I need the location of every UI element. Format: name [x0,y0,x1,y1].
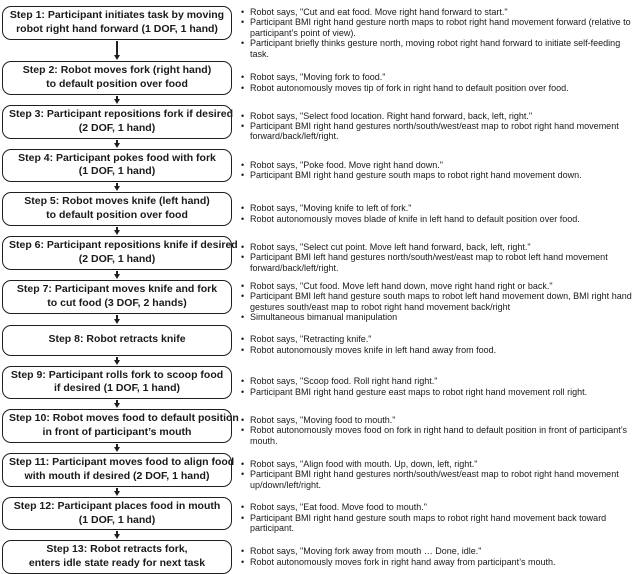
step-box-line: Step 11: Participant moves food to align food [9,455,235,468]
note-item: • Participant BMI left hand gesture south maps to robot left hand movement down, BMI right hand gestures south/east map to robot right hand movement back/right [239,291,638,312]
step-row [2,105,638,149]
step-row [2,409,638,453]
step-box-line: Step 13: Robot retracts fork, [46,543,188,556]
step-box [2,366,232,400]
note-item: • Robot says, "Eat food. Move food to mouth." [239,502,638,512]
step-notes-cell [239,325,638,366]
step-row [2,61,638,105]
note-item: • Robot autonomously moves food on fork in right hand to default position in front of participant’s mouth. [239,425,638,446]
step-box-line: in front of participant’s mouth [42,426,192,439]
note-item: • Participant BMI right hand gesture north maps to robot right hand movement forward (relative to participant’s point of view). [239,17,638,38]
arrow-down-icon [114,491,120,496]
step-notes-cell [239,366,638,410]
note-item: • Participant BMI left hand gestures north/south/west/east map to robot left hand movement forward/back/left/right. [239,252,638,273]
step-notes [239,203,580,224]
note-item: • Simultaneous bimanual manipulation [239,312,638,322]
flow-arrow [2,139,232,149]
step-box-cell [2,409,239,453]
step-notes [239,459,638,490]
step-box [2,149,232,183]
step-box [2,61,232,95]
flow-arrow [2,182,232,192]
step-notes-cell [239,236,638,280]
note-item: • Participant briefly thinks gesture north, moving robot right hand forward to initiate self-feeding task. [239,38,638,59]
step-notes-cell [239,409,638,453]
step-box-line: (1 DOF, 1 hand) [78,165,156,178]
step-box [2,236,238,270]
step-box-line: Step 7: Participant moves knife and fork [16,282,218,295]
step-notes-cell [239,497,638,541]
note-item: • Robot autonomously moves fork in right hand away from participant’s mouth. [239,557,556,567]
note-item: • Robot says, "Moving fork away from mouth … Done, idle." [239,546,556,556]
note-item: • Robot says, "Align food with mouth. Up, down, left, right." [239,459,638,469]
step-row [2,453,638,497]
step-box-line: to default position over food [46,209,188,222]
step-box [2,497,232,531]
step-box-cell [2,105,232,149]
step-box-line: robot right hand forward (1 DOF, 1 hand) [16,22,218,35]
flow-arrow [2,399,232,409]
step-box-cell [2,236,238,280]
note-item: • Robot says, "Retracting knife." [239,334,496,344]
step-box-line: (2 DOF, 1 hand) [78,252,156,265]
arrow-down-icon [114,360,120,365]
step-box [2,192,232,226]
step-notes [239,415,638,446]
arrow-down-icon [114,319,120,324]
step-box-line: Step 5: Robot moves knife (left hand) [24,195,210,208]
step-box-line: to default position over food [46,78,188,91]
note-item: • Robot says, "Poke food. Move right hand down." [239,160,582,170]
step-notes-cell [239,105,638,149]
step-box-line: (2 DOF, 1 hand) [78,121,156,134]
flow-arrow [2,443,232,453]
step-notes [239,160,582,181]
step-row [2,149,638,193]
step-box-line: with mouth if desired (2 DOF, 1 hand) [24,469,210,482]
step-box-line: Step 12: Participant places food in mouth [13,499,221,512]
note-item: • Robot autonomously moves tip of fork in right hand to default position over food. [239,83,569,93]
note-item: • Robot says, "Cut food. Move left hand down, move right hand right or back." [239,281,638,291]
flow-arrow [2,530,232,540]
step-box-cell [2,149,232,193]
note-item: • Robot autonomously moves blade of knife in left hand to default position over food. [239,214,580,224]
step-notes-cell [239,192,638,236]
note-item: • Robot says, "Cut and eat food. Move right hand forward to start." [239,7,638,17]
arrow-down-icon [114,534,120,539]
step-box-cell [2,366,232,410]
step-box-line: Step 3: Participant repositions fork if desired [9,107,234,120]
step-notes-cell [239,61,638,105]
step-notes [239,502,638,533]
step-row [2,236,638,280]
step-row [2,540,638,574]
note-item: • Robot says, "Scoop food. Roll right hand right." [239,376,587,386]
step-box-line: Step 9: Participant rolls fork to scoop food [10,368,224,381]
step-box-cell [2,540,232,574]
step-notes [239,242,638,273]
step-box-line: Step 4: Participant pokes food with fork [18,151,216,164]
step-notes [239,281,638,323]
arrow-down-icon [114,447,120,452]
flow-arrow [2,40,232,61]
step-box-line: (1 DOF, 1 hand) [78,513,156,526]
step-box-line: Step 2: Robot moves fork (right hand) [22,64,212,77]
step-notes [239,376,587,397]
step-box-cell [2,61,232,105]
step-row [2,280,638,325]
step-box-cell [2,325,232,366]
note-item: • Robot says, "Moving knife to left of fork." [239,203,580,213]
note-item: • Robot says, "Moving fork to food." [239,72,569,82]
step-box-line: Step 1: Participant initiates task by moving [9,9,225,21]
flow-arrow [2,270,232,280]
step-box [2,453,235,487]
step-box-line: Step 8: Robot retracts knife [48,333,186,346]
step-box [2,280,232,314]
step-box [2,325,232,356]
step-box [2,409,239,443]
arrow-down-icon [114,403,120,408]
arrow-down-icon [114,99,120,104]
note-item: • Participant BMI right hand gestures north/south/west/east map to robot right hand movement forward/back/left/right. [239,121,638,142]
arrow-down-icon [114,143,120,148]
step-box [2,540,232,574]
arrow-down-icon [114,274,120,279]
step-box-line: Step 10: Robot moves food to default position [9,412,239,425]
note-item: • Participant BMI right hand gesture south maps to robot right hand movement down. [239,170,582,180]
step-box-cell [2,453,235,497]
note-item: • Robot says, "Select food location. Right hand forward, back, left, right." [239,111,638,121]
step-box-line: if desired (1 DOF, 1 hand) [53,382,181,395]
step-notes [239,72,569,93]
flow-arrow [2,314,232,325]
step-row [2,366,638,410]
step-box-cell [2,497,232,541]
flow-arrow [2,356,232,366]
step-box-cell [2,192,232,236]
flow-arrow [2,95,232,105]
note-item: • Participant BMI right hand gestures north/south/west/east map to robot right hand movement up/down/left/right. [239,469,638,490]
step-row [2,192,638,236]
step-notes [239,334,496,355]
step-row [2,497,638,541]
step-notes-cell [239,280,638,325]
step-box-cell [2,280,232,325]
note-item: • Participant BMI right hand gesture east maps to robot right hand movement roll right. [239,387,587,397]
arrow-down-icon [114,230,120,235]
note-item: • Robot says, "Select cut point. Move left hand forward, back, left, right." [239,242,638,252]
step-box [2,6,232,40]
arrow-down-icon [114,55,120,60]
arrow-stem [116,41,118,55]
step-box-line: enters idle state ready for next task [28,557,206,570]
step-box [2,105,232,139]
flow-arrow [2,226,232,236]
arrow-down-icon [114,186,120,191]
note-item: • Robot says, "Moving food to mouth." [239,415,638,425]
note-item: • Participant BMI right hand gesture south maps to robot right hand movement back toward participant. [239,513,638,534]
step-box-line: Step 6: Participant repositions knife if desired [9,239,238,252]
step-box-line: to cut food (3 DOF, 2 hands) [47,296,187,309]
step-notes-cell [239,6,638,61]
step-notes [239,7,638,59]
step-box-cell [2,6,232,61]
step-notes [239,546,556,567]
step-notes [239,111,638,142]
step-row [2,6,638,61]
step-notes-cell [239,453,638,497]
note-item: • Robot autonomously moves knife in left hand away from food. [239,345,496,355]
step-notes-cell [239,149,638,193]
step-row [2,325,638,366]
step-notes-cell [239,540,638,574]
flow-arrow [2,487,232,497]
